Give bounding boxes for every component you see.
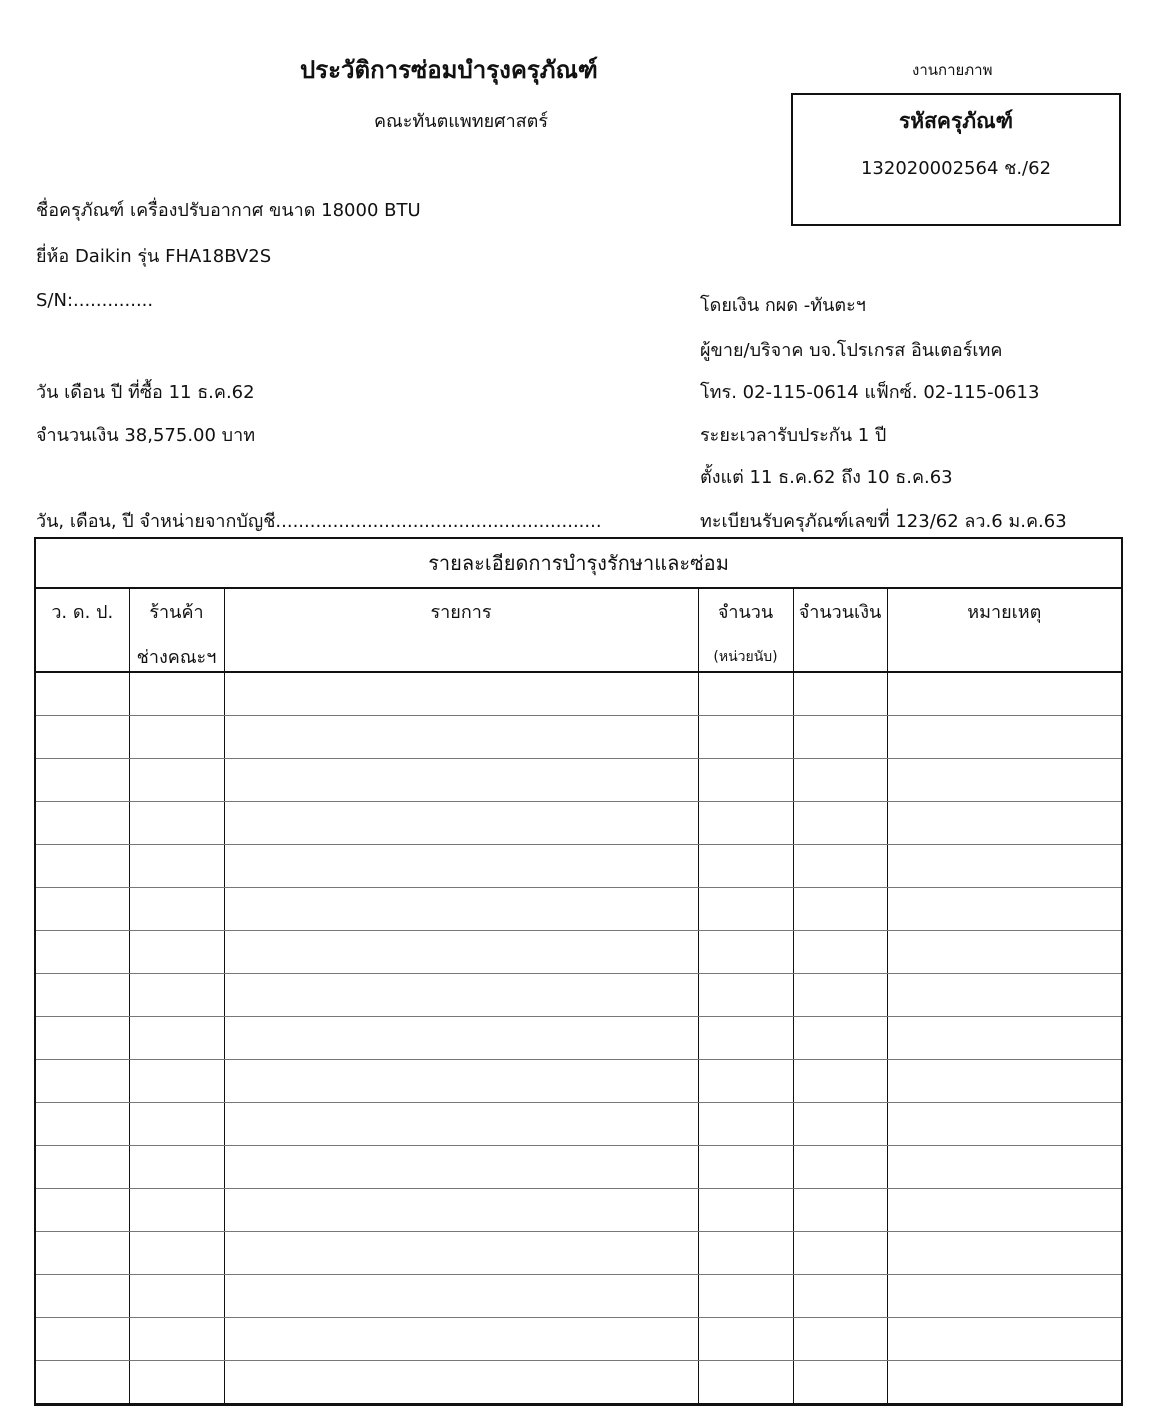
- funding-source-field: โดยเงิน กผด -ทันตะฯ: [700, 295, 866, 316]
- item-cell: [224, 931, 698, 974]
- table-row: [35, 1189, 1122, 1232]
- remark-cell: [887, 1232, 1122, 1275]
- item-cell: [224, 888, 698, 931]
- technician-header-label: ช่างคณะฯ: [136, 647, 217, 668]
- table-row: [35, 802, 1122, 845]
- date-cell: [35, 1232, 129, 1275]
- shop-cell: [129, 845, 224, 888]
- quantity-cell: [698, 1103, 793, 1146]
- asset-code-label: รหัสครุภัณฑ์: [898, 109, 1014, 133]
- purchase-date-field: วัน เดือน ปี ที่ซื้อ 11 ธ.ค.62: [36, 382, 255, 403]
- item-cell: [224, 1318, 698, 1361]
- shop-cell: [129, 1189, 224, 1232]
- amount-cell: [793, 716, 887, 759]
- date-cell: [35, 931, 129, 974]
- shop-cell: [129, 1361, 224, 1405]
- date-cell: [35, 1189, 129, 1232]
- amount-cell: [793, 888, 887, 931]
- remark-cell: [887, 1189, 1122, 1232]
- column-header-shop: [129, 588, 224, 672]
- item-cell: [224, 1361, 698, 1405]
- item-cell: [224, 672, 698, 716]
- remark-cell: [887, 1146, 1122, 1189]
- shop-header-label: ร้านค้า: [149, 602, 204, 623]
- faculty-name: คณะทันตแพทยศาสตร์: [374, 111, 549, 132]
- amount-cell: [793, 1060, 887, 1103]
- shop-cell: [129, 672, 224, 716]
- item-header-label: รายการ: [430, 602, 492, 623]
- warranty-period-field: ตั้งแต่ 11 ธ.ค.62 ถึง 10 ธ.ค.63: [700, 467, 953, 488]
- quantity-cell: [698, 1060, 793, 1103]
- date-cell: [35, 759, 129, 802]
- vendor-contact-field: โทร. 02-115-0614 แฟ็กซ์. 02-115-0613: [700, 382, 1040, 403]
- item-cell: [224, 759, 698, 802]
- table-row: [35, 1017, 1122, 1060]
- table-row: [35, 1103, 1122, 1146]
- table-row: [35, 759, 1122, 802]
- date-cell: [35, 802, 129, 845]
- date-cell: [35, 1146, 129, 1189]
- item-cell: [224, 1060, 698, 1103]
- table-row: [35, 1275, 1122, 1318]
- remark-cell: [887, 672, 1122, 716]
- shop-cell: [129, 1232, 224, 1275]
- serial-number-field: S/N:..............: [36, 290, 154, 311]
- remark-cell: [887, 931, 1122, 974]
- remark-cell: [887, 1318, 1122, 1361]
- amount-cell: [793, 845, 887, 888]
- brand-model-field: ยี่ห้อ Daikin รุ่น FHA18BV2S: [36, 246, 272, 267]
- amount-cell: [793, 1189, 887, 1232]
- remark-cell: [887, 1060, 1122, 1103]
- quantity-cell: [698, 974, 793, 1017]
- warranty-field: ระยะเวลารับประกัน 1 ปี: [700, 425, 887, 446]
- shop-cell: [129, 931, 224, 974]
- table-row: [35, 1060, 1122, 1103]
- amount-cell: [793, 672, 887, 716]
- item-cell: [224, 1103, 698, 1146]
- date-cell: [35, 1318, 129, 1361]
- date-cell: [35, 845, 129, 888]
- remark-cell: [887, 1275, 1122, 1318]
- amount-cell: [793, 1361, 887, 1405]
- quantity-cell: [698, 1017, 793, 1060]
- date-cell: [35, 716, 129, 759]
- item-cell: [224, 716, 698, 759]
- quantity-unit-label: (หน่วยนับ): [713, 649, 778, 665]
- table-row: [35, 1232, 1122, 1275]
- remark-cell: [887, 716, 1122, 759]
- table-row: [35, 1361, 1122, 1405]
- column-header-item: [224, 588, 698, 672]
- quantity-cell: [698, 759, 793, 802]
- remark-header-label: หมายเหตุ: [967, 602, 1042, 623]
- shop-cell: [129, 759, 224, 802]
- date-cell: [35, 1060, 129, 1103]
- item-cell: [224, 1275, 698, 1318]
- amount-header-label: จำนวนเงิน: [798, 602, 882, 623]
- shop-cell: [129, 1017, 224, 1060]
- amount-cell: [793, 759, 887, 802]
- date-cell: [35, 672, 129, 716]
- amount-cell: [793, 931, 887, 974]
- date-header-label: ว. ด. ป.: [51, 602, 114, 623]
- item-cell: [224, 845, 698, 888]
- date-cell: [35, 888, 129, 931]
- quantity-cell: [698, 1318, 793, 1361]
- quantity-cell: [698, 716, 793, 759]
- column-header-date: [35, 588, 129, 672]
- asset-name-field: ชื่อครุภัณฑ์ เครื่องปรับอากาศ ขนาด 18000 BTU: [36, 200, 421, 221]
- column-header-amount: [793, 588, 887, 672]
- vendor-field: ผู้ขาย/บริจาค บจ.โปรเกรส อินเตอร์เทค: [700, 340, 1003, 361]
- quantity-header-label: จำนวน: [717, 602, 774, 623]
- quantity-cell: [698, 888, 793, 931]
- date-cell: [35, 1275, 129, 1318]
- quantity-cell: [698, 1361, 793, 1405]
- remark-cell: [887, 1361, 1122, 1405]
- amount-cell: [793, 802, 887, 845]
- quantity-cell: [698, 1189, 793, 1232]
- column-header-remark: [887, 588, 1122, 672]
- shop-cell: [129, 1318, 224, 1361]
- quantity-cell: [698, 1232, 793, 1275]
- amount-cell: [793, 1103, 887, 1146]
- maintenance-table: [34, 537, 1123, 1406]
- shop-cell: [129, 802, 224, 845]
- asset-code-value: 132020002564 ช./62: [860, 158, 1052, 179]
- date-cell: [35, 1103, 129, 1146]
- item-cell: [224, 1017, 698, 1060]
- amount-cell: [793, 1318, 887, 1361]
- amount-cell: [793, 974, 887, 1017]
- registration-field: ทะเบียนรับครุภัณฑ์เลขที่ 123/62 ลว.6 ม.ค.63: [700, 511, 1067, 532]
- quantity-cell: [698, 1275, 793, 1318]
- remark-cell: [887, 1103, 1122, 1146]
- quantity-cell: [698, 802, 793, 845]
- shop-cell: [129, 1103, 224, 1146]
- table-row: [35, 931, 1122, 974]
- remark-cell: [887, 1017, 1122, 1060]
- table-row: [35, 1318, 1122, 1361]
- amount-field: จำนวนเงิน 38,575.00 บาท: [36, 425, 256, 446]
- item-cell: [224, 974, 698, 1017]
- asset-code-box: [791, 93, 1121, 226]
- amount-cell: [793, 1275, 887, 1318]
- table-row: [35, 1146, 1122, 1189]
- quantity-cell: [698, 672, 793, 716]
- department-name: งานกายภาพ: [912, 61, 993, 79]
- quantity-cell: [698, 845, 793, 888]
- table-row: [35, 974, 1122, 1017]
- date-cell: [35, 974, 129, 1017]
- amount-cell: [793, 1146, 887, 1189]
- remark-cell: [887, 802, 1122, 845]
- disposal-date-field: วัน, เดือน, ปี จำหน่ายจากบัญชี.........................................................: [36, 511, 602, 532]
- shop-cell: [129, 888, 224, 931]
- amount-cell: [793, 1232, 887, 1275]
- table-row: [35, 845, 1122, 888]
- table-row: [35, 716, 1122, 759]
- item-cell: [224, 802, 698, 845]
- table-row: [35, 672, 1122, 716]
- item-cell: [224, 1189, 698, 1232]
- quantity-cell: [698, 1146, 793, 1189]
- amount-cell: [793, 1017, 887, 1060]
- shop-cell: [129, 974, 224, 1017]
- remark-cell: [887, 888, 1122, 931]
- shop-cell: [129, 716, 224, 759]
- item-cell: [224, 1146, 698, 1189]
- shop-cell: [129, 1060, 224, 1103]
- date-cell: [35, 1361, 129, 1405]
- table-row: [35, 888, 1122, 931]
- remark-cell: [887, 845, 1122, 888]
- remark-cell: [887, 759, 1122, 802]
- table-title: รายละเอียดการบำรุงรักษาและซ่อม: [35, 538, 1122, 588]
- shop-cell: [129, 1275, 224, 1318]
- date-cell: [35, 1017, 129, 1060]
- table-body: [35, 672, 1122, 1405]
- item-cell: [224, 1232, 698, 1275]
- page-title: ประวัติการซ่อมบำรุงครุภัณฑ์: [300, 56, 598, 84]
- remark-cell: [887, 974, 1122, 1017]
- shop-cell: [129, 1146, 224, 1189]
- quantity-cell: [698, 931, 793, 974]
- column-header-quantity: [698, 588, 793, 672]
